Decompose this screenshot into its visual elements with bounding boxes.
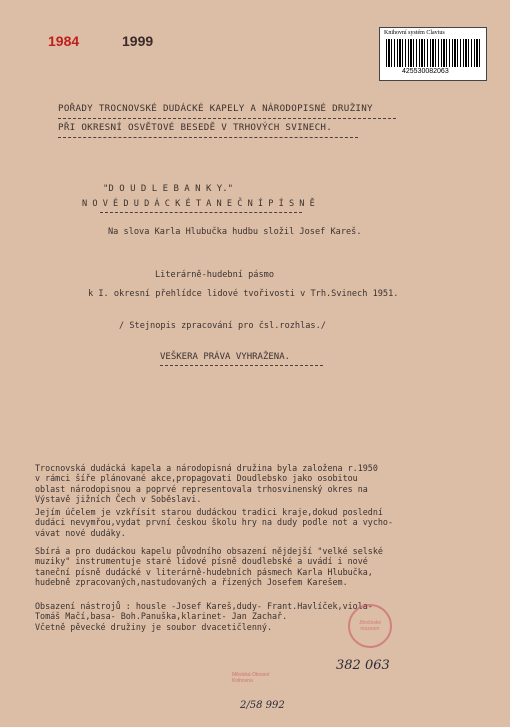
paragraph-line: muziky" instrumentuje staré lidové písně doudlebské a uvádí i nové xyxy=(35,556,368,567)
paragraph-2 xyxy=(35,507,393,538)
rights-underline xyxy=(160,365,323,366)
year-number-left: 1984 xyxy=(48,33,80,49)
handwritten-bottom-number: 2/58 992 xyxy=(240,700,285,711)
paragraph-line: Jejím účelem je vzkřísit starou dudáckou tradici kraje,dokud poslední xyxy=(35,507,383,517)
title-authors: Na slova Karla Hlubučka hudbu složil Josef Kareš. xyxy=(108,227,362,237)
barcode-label xyxy=(379,27,487,81)
title-name: "D O U D L E B A N K Y." xyxy=(103,184,234,194)
header-line-2: PŘI OKRESNÍ OSVĚTOVÉ BESEDĚ V TRHOVÝCH SVINECH. xyxy=(58,122,333,133)
paragraph-line: dudáci nevymřou,vydat první českou školu hry na dudy podle not a vycho- xyxy=(35,517,393,528)
paragraph-3 xyxy=(35,546,383,588)
paragraph-4 xyxy=(35,601,373,632)
paragraph-line: Výstavě jižních Čech v Soběslavi. xyxy=(35,494,202,505)
header-underline-2 xyxy=(58,137,358,138)
paragraph-1 xyxy=(35,463,378,505)
title-subtitle: N O V É D U D Á C K É T A N E Č N Í P Í S N Ě xyxy=(82,199,315,209)
handwritten-catalog-number: 382 063 xyxy=(336,658,390,673)
header-line-1: POŘADY TROCNOVSKÉ DUDÁCKÉ KAPELY A NÁRODOPISNÉ DRUŽINY xyxy=(58,103,373,114)
paragraph-line: taneční písně dudácké v literárně-hudebních pásmech Karla Hlubučka, xyxy=(35,566,373,577)
paragraph-line: Tomáš Mačí,basa- Boh.Panuška,klarinet- Jan Zachař. xyxy=(35,611,288,622)
round-stamp xyxy=(348,604,392,648)
copy-line: / Stejnopis zpracování pro čsl.rozhlas./ xyxy=(119,321,326,331)
library-stamp: Městská Okresní Knihovna xyxy=(232,672,270,684)
paragraph-line: oblast národopisnou a poprvé representovala trhosvinenský okres na xyxy=(35,483,368,494)
subtitle-underline xyxy=(100,212,302,213)
year-number-right: 1999 xyxy=(122,33,154,49)
paragraph-line: Sbírá a pro dudáckou kapelu původního obsazení nějdejší "velké selské xyxy=(35,546,383,556)
barcode-library-name: Knihovní systém Clavius xyxy=(384,30,445,36)
header-underline-1 xyxy=(58,118,396,119)
paragraph-line: Trocnovská dudácká kapela a národopisná družina byla založena r.1950 xyxy=(35,463,378,473)
festival-line: k I. okresní přehlídce lidové tvořivosti v Trh.Svinech 1951. xyxy=(88,289,399,299)
paragraph-line: vávat nové dudáky. xyxy=(35,527,126,538)
barcode-bars xyxy=(386,39,480,67)
rights-line: VEŠKERA PRÁVA VYHRAŽENA. xyxy=(160,352,291,362)
paragraph-line: hudebně zpracovaných,nastudovaných a řízených Josefem Karešem. xyxy=(35,577,348,588)
barcode-number: 425530082063 xyxy=(402,68,449,75)
paragraph-line: v rámci šíře plánované akce,propagovati Doudlebsko jako osobitou xyxy=(35,473,358,484)
paragraph-line: Obsazení nástrojů : housle -Josef Kareš,dudy- Frant.Havlíček,viola- xyxy=(35,601,373,611)
genre-line: Literárně-hudební pásmo xyxy=(155,270,274,280)
round-stamp-text: Jihočeské muzeum xyxy=(358,620,382,632)
paragraph-line: Včetně pěvecké družiny je soubor dvacetičlenný. xyxy=(35,621,272,632)
